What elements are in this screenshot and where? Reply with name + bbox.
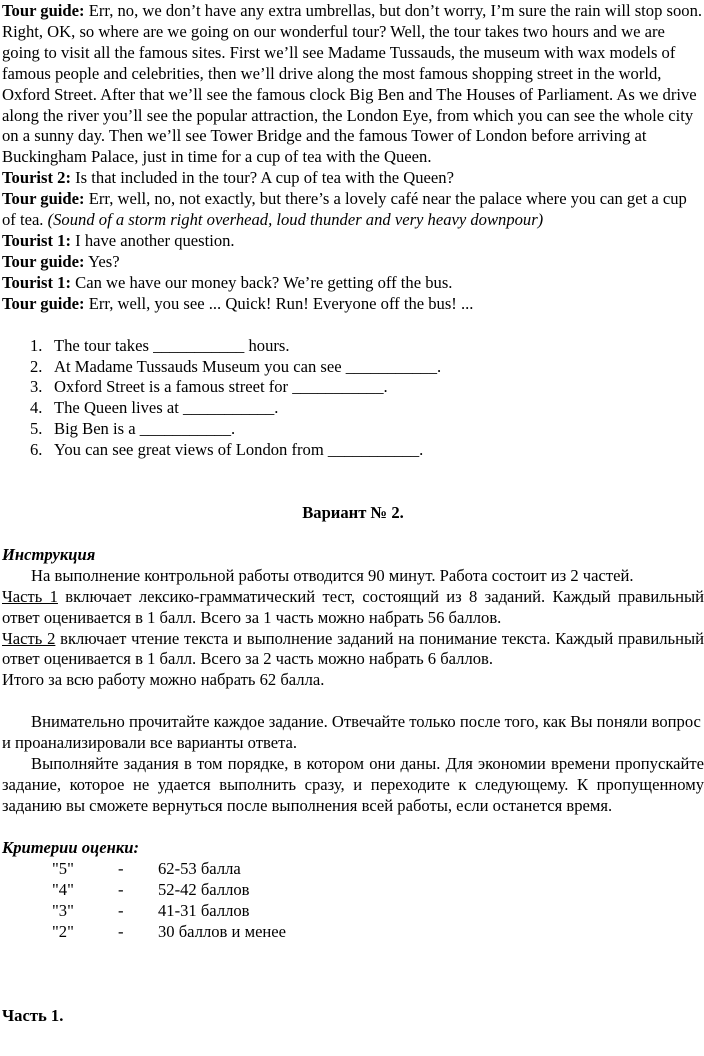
dialogue-text: Err, no, we don’t have any extra umbrellas, but don’t worry, I’m sure the rain will stop soon. Right, OK, so where are we going on our wonderful tour? Well, the tour takes two hours and we are going to visit all the famous sites. First we’ll see Madame Tussauds, the museum with wax models of famous people and celebrities, then we’ll drive along the most famous shopping street in the world, Oxford Street. After that we’ll see the famous clock Big Ben and The Houses of Parliament. As we drive along the river you’ll see the popular attraction, the London Eye, from which you can see the whole city on a sunny day. Then we’ll see Tower Bridge and the famous Tower of London before arriving at Buckingham Palace, just in time for a cup of tea with the Queen. [2,1,703,167]
instruction-paragraph: Внимательно прочитайте каждое задание. Отвечайте только после того, как Вы поняли вопрос и проанализировали все варианты ответа. [2,712,701,753]
table-row: "3" - 41-31 баллов [52,900,250,920]
list-item: 3. Oxford Street is a famous street for ___________. [30,377,388,397]
part2-description: Часть 2 включает чтение текста и выполнение заданий на понимание текста. Каждый правильный ответ оценивается в 1 балл. Всего за 2 часть можно набрать 6 баллов. [2,628,704,669]
list-item: 1. The tour takes ___________ hours. [30,335,290,355]
question-text: Big Ben is a ___________. [54,419,236,439]
dialogue-line [0,189,704,231]
list-item: 4. The Queen lives at ___________. [30,398,279,418]
table-row: "4" - 52-42 баллов [52,879,250,899]
part2-label: Часть 2 [2,628,56,648]
total-score: Итого за всю работу можно набрать 62 балла. [2,670,325,690]
speaker-label: Tourist 2: [2,168,71,188]
instruction-paragraph: Выполняйте задания в том порядке, в котором они даны. Для экономии времени пропускайте задание, которое не удается выполнить сразу, и переходите к следующему. К пропущенному заданию вы сможете вернуться после выполнения всей работы, если останется время. [2,754,704,815]
variant-title: Вариант № 2. [302,503,404,523]
question-text: The Queen lives at ___________. [54,398,279,418]
dialogue-text: Yes? [84,251,120,271]
speaker-label: Tour guide: [2,1,85,20]
list-item: 6. You can see great views of London from ___________. [30,440,424,460]
speaker-label: Tourist 1: [2,272,71,292]
dialogue-text: Err, well, you see ... Quick! Run! Everyone off the bus! ... [84,293,474,313]
part1-description: Часть 1 включает лексико-грамматический тест, состоящий из 8 заданий. Каждый правильный ответ оценивается в 1 балл. Всего за 1 часть можно набрать 56 баллов. [2,586,704,627]
speaker-label: Tourist 1: [2,230,71,250]
criteria-table [52,859,286,943]
dialogue-line [0,168,704,189]
instruction-heading: Инструкция [2,544,96,564]
table-row: "5" - 62-53 балла [52,858,241,878]
list-item: 5. Big Ben is a ___________. [30,419,236,439]
part-heading: Часть 1. [2,1005,64,1025]
dialogue-text: Err, well, no, not exactly, but there’s a lovely café near the palace where you can get a cup of tea. [2,189,687,230]
stage-direction: (Sound of a storm right overhead, loud thunder and very heavy downpour) [47,210,544,230]
dialogue-line [0,1,704,168]
speaker-label: Tour guide: [2,251,85,271]
dialogue-text: I have another question. [71,230,235,250]
dialogue-text: Is that included in the tour? A cup of tea with the Queen? [71,168,454,188]
question-text: The tour takes ___________ hours. [54,335,290,355]
list-item: 2. At Madame Tussauds Museum you can see ___________. [30,356,442,376]
question-text: At Madame Tussauds Museum you can see ___________. [54,356,442,376]
dialogue-line [0,252,704,273]
dialogue-line [0,294,704,315]
question-text: Oxford Street is a famous street for ___________. [54,377,388,397]
speaker-label: Tour guide: [2,189,85,209]
criteria-heading: Критерии оценки: [2,837,140,857]
question-text: You can see great views of London from ___________. [54,440,424,460]
dialogue-text: Can we have our money back? We’re getting off the bus. [71,272,453,292]
part1-label: Часть 1 [2,586,58,606]
speaker-label: Tour guide: [2,293,85,313]
question-list [0,336,704,461]
table-row: "2" - 30 баллов и менее [52,921,287,941]
dialogue-line [0,273,704,294]
instruction-paragraph: На выполнение контрольной работы отводится 90 минут. Работа состоит из 2 частей. [31,565,634,585]
dialogue-line [0,231,704,252]
